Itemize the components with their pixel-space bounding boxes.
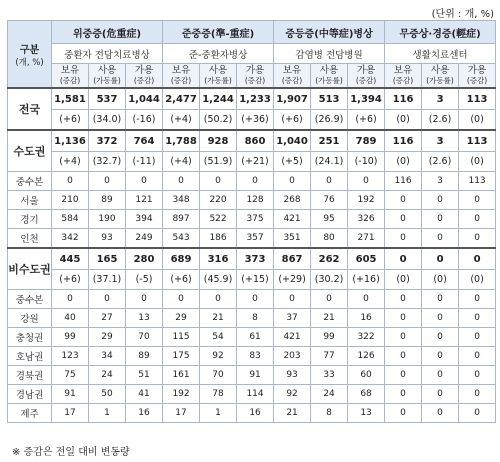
value-cell: 16 <box>126 404 163 423</box>
value-cell: 91 <box>52 385 89 404</box>
summary-row <box>8 248 496 270</box>
value-cell: 0 <box>422 191 459 210</box>
delta-cell: (+15) <box>237 270 274 290</box>
region-row <box>8 366 496 385</box>
value-cell: 128 <box>237 191 274 210</box>
value-cell: 897 <box>163 210 200 229</box>
table-body <box>8 88 496 423</box>
subcolumn-main: 사용 <box>208 64 228 76</box>
value-cell: 1 <box>200 404 237 423</box>
value-cell: 0 <box>385 328 422 347</box>
delta-cell: (+16) <box>348 270 385 290</box>
delta-cell: (+6) <box>348 110 385 131</box>
subcolumn-main: 보유 <box>282 64 302 76</box>
subcolumn-main: 사용 <box>97 64 117 76</box>
value-cell: 113 <box>459 88 496 110</box>
value-cell: 121 <box>126 191 163 210</box>
value-cell: 0 <box>163 172 200 191</box>
value-cell: 70 <box>200 366 237 385</box>
value-cell: 83 <box>237 347 274 366</box>
value-cell: 0 <box>274 172 311 191</box>
value-cell: 0 <box>422 404 459 423</box>
value-cell: 95 <box>311 210 348 229</box>
value-cell: 251 <box>311 130 348 152</box>
delta-cell: (+29) <box>274 270 311 290</box>
value-cell: 113 <box>459 130 496 152</box>
value-cell: 271 <box>348 229 385 249</box>
subcolumn-header <box>52 64 89 89</box>
value-cell: 0 <box>422 229 459 249</box>
delta-cell: (34.0) <box>89 110 126 131</box>
subcolumn-sub: (가동률) <box>315 75 343 85</box>
value-cell: 584 <box>52 210 89 229</box>
subcolumn-header <box>237 64 274 89</box>
value-cell: 928 <box>200 130 237 152</box>
subcolumn-header <box>459 64 496 89</box>
delta-cell: (+6) <box>163 270 200 290</box>
value-cell: 41 <box>126 385 163 404</box>
value-cell: 0 <box>422 290 459 309</box>
value-cell: 192 <box>163 385 200 404</box>
delta-cell: (45.9) <box>200 270 237 290</box>
value-cell: 92 <box>274 385 311 404</box>
value-cell: 0 <box>459 309 496 328</box>
row-label: 호남권 <box>8 347 52 366</box>
value-cell: 0 <box>52 172 89 191</box>
delta-cell: (+6) <box>274 110 311 131</box>
value-cell: 689 <box>163 248 200 270</box>
value-cell: 165 <box>89 248 126 270</box>
delta-cell: (+4) <box>52 152 89 172</box>
subcolumn-sub: (가동률) <box>93 75 121 85</box>
value-cell: 126 <box>348 347 385 366</box>
value-cell: 116 <box>385 172 422 191</box>
value-cell: 0 <box>422 385 459 404</box>
subcolumn-main: 가용 <box>356 64 376 76</box>
delta-cell: (0) <box>459 270 496 290</box>
value-cell: 262 <box>311 248 348 270</box>
delta-cell: (0) <box>459 152 496 172</box>
region-row <box>8 385 496 404</box>
group-header: 위중증(危重症) <box>52 21 163 44</box>
value-cell: 34 <box>89 347 126 366</box>
value-cell: 0 <box>237 290 274 309</box>
row-label: 전국 <box>8 88 52 130</box>
region-row <box>8 172 496 191</box>
value-cell: 0 <box>311 290 348 309</box>
value-cell: 0 <box>422 309 459 328</box>
value-cell: 37 <box>274 309 311 328</box>
value-cell: 50 <box>89 385 126 404</box>
value-cell: 268 <box>274 191 311 210</box>
region-row <box>8 328 496 347</box>
value-cell: 0 <box>422 366 459 385</box>
subcolumn-main: 가용 <box>134 64 154 76</box>
value-cell: 33 <box>311 366 348 385</box>
value-cell: 77 <box>311 347 348 366</box>
value-cell: 21 <box>274 404 311 423</box>
value-cell: 0 <box>348 172 385 191</box>
subcolumn-sub: (증감) <box>244 75 266 85</box>
value-cell: 445 <box>52 248 89 270</box>
unit-note: (단위 : 개, %) <box>431 9 494 20</box>
value-cell: 0 <box>385 248 422 270</box>
delta-cell: (30.2) <box>311 270 348 290</box>
delta-row <box>8 270 496 290</box>
value-cell: 0 <box>237 172 274 191</box>
delta-cell: (+6) <box>52 110 89 131</box>
value-cell: 316 <box>200 248 237 270</box>
region-row <box>8 210 496 229</box>
value-cell: 161 <box>163 366 200 385</box>
value-cell: 54 <box>200 328 237 347</box>
row-label: 경기 <box>8 210 52 229</box>
group-header: 중등증(中等症)병상 <box>274 21 385 44</box>
value-cell: 99 <box>311 328 348 347</box>
value-cell: 29 <box>163 309 200 328</box>
subcolumn-sub: (가동률) <box>204 75 232 85</box>
value-cell: 186 <box>200 229 237 249</box>
delta-cell: (+6) <box>52 270 89 290</box>
value-cell: 0 <box>385 404 422 423</box>
footnote: ※ 증감은 전일 대비 변동량 <box>12 447 130 458</box>
subcolumn-main: 가용 <box>467 64 487 76</box>
value-cell: 123 <box>52 347 89 366</box>
delta-cell: (-11) <box>126 152 163 172</box>
value-cell: 789 <box>348 130 385 152</box>
value-cell: 280 <box>126 248 163 270</box>
value-cell: 0 <box>200 172 237 191</box>
value-cell: 0 <box>459 328 496 347</box>
facility-header: 중환자 전담치료병상 <box>52 44 163 64</box>
value-cell: 543 <box>163 229 200 249</box>
value-cell: 16 <box>348 309 385 328</box>
value-cell: 0 <box>422 328 459 347</box>
value-cell: 17 <box>163 404 200 423</box>
value-cell: 373 <box>237 248 274 270</box>
subcolumn-sub: (증감) <box>355 75 377 85</box>
group-header: 준중증(準-重症) <box>163 21 274 44</box>
row-label: 제주 <box>8 404 52 423</box>
value-cell: 0 <box>422 210 459 229</box>
value-cell: 61 <box>237 328 274 347</box>
value-cell: 27 <box>89 309 126 328</box>
value-cell: 372 <box>89 130 126 152</box>
value-cell: 348 <box>163 191 200 210</box>
row-label: 비수도권 <box>8 248 52 290</box>
subcolumn-sub: (증감) <box>133 75 155 85</box>
subcolumn-header <box>385 64 422 89</box>
value-cell: 99 <box>52 328 89 347</box>
row-label: 중수본 <box>8 290 52 309</box>
subcolumn-sub: (증감) <box>392 75 414 85</box>
row-label: 인천 <box>8 229 52 249</box>
value-cell: 322 <box>348 328 385 347</box>
value-cell: 0 <box>459 191 496 210</box>
delta-cell: (2.6) <box>422 110 459 131</box>
subcolumn-sub: (증감) <box>281 75 303 85</box>
region-row <box>8 404 496 423</box>
subcolumn-header <box>311 64 348 89</box>
value-cell: 0 <box>459 290 496 309</box>
value-cell: 0 <box>385 210 422 229</box>
value-cell: 115 <box>163 328 200 347</box>
value-cell: 203 <box>274 347 311 366</box>
summary-row <box>8 130 496 152</box>
value-cell: 0 <box>459 385 496 404</box>
value-cell: 0 <box>385 366 422 385</box>
facility-header: 준-중환자병상 <box>163 44 274 64</box>
value-cell: 116 <box>385 130 422 152</box>
delta-cell: (+5) <box>274 152 311 172</box>
value-cell: 60 <box>348 366 385 385</box>
value-cell: 0 <box>200 290 237 309</box>
subcolumn-header <box>126 64 163 89</box>
group-header: 무증상·경증(輕症) <box>385 21 496 44</box>
value-cell: 78 <box>200 385 237 404</box>
subcolumn-header <box>163 64 200 89</box>
value-cell: 75 <box>52 366 89 385</box>
value-cell: 0 <box>459 229 496 249</box>
row-label: 서울 <box>8 191 52 210</box>
delta-cell: (+4) <box>163 152 200 172</box>
value-cell: 0 <box>385 290 422 309</box>
value-cell: 76 <box>311 191 348 210</box>
value-cell: 3 <box>422 88 459 110</box>
value-cell: 249 <box>126 229 163 249</box>
value-cell: 3 <box>422 130 459 152</box>
subcolumn-header-row <box>8 64 496 89</box>
facility-header: 감염병 전담병원 <box>274 44 385 64</box>
subcolumn-sub: (증감) <box>59 75 81 85</box>
value-cell: 1,233 <box>237 88 274 110</box>
value-cell: 2,477 <box>163 88 200 110</box>
delta-cell: (51.9) <box>200 152 237 172</box>
subcolumn-header <box>348 64 385 89</box>
value-cell: 1,581 <box>52 88 89 110</box>
row-label: 수도권 <box>8 130 52 172</box>
value-cell: 92 <box>200 347 237 366</box>
value-cell: 0 <box>385 191 422 210</box>
value-cell: 29 <box>89 328 126 347</box>
value-cell: 537 <box>89 88 126 110</box>
value-cell: 1,136 <box>52 130 89 152</box>
delta-cell: (0) <box>459 110 496 131</box>
category-unit: (개, %) <box>15 57 44 68</box>
value-cell: 0 <box>459 210 496 229</box>
value-cell: 0 <box>459 366 496 385</box>
value-cell: 1,244 <box>200 88 237 110</box>
value-cell: 192 <box>348 191 385 210</box>
region-row <box>8 309 496 328</box>
subcolumn-header <box>422 64 459 89</box>
value-cell: 68 <box>348 385 385 404</box>
value-cell: 1 <box>89 404 126 423</box>
subcolumn-main: 가용 <box>245 64 265 76</box>
value-cell: 1,044 <box>126 88 163 110</box>
delta-cell: (+21) <box>237 152 274 172</box>
value-cell: 13 <box>126 309 163 328</box>
value-cell: 357 <box>237 229 274 249</box>
value-cell: 1,788 <box>163 130 200 152</box>
subcolumn-main: 보유 <box>171 64 191 76</box>
delta-cell: (2.6) <box>422 152 459 172</box>
value-cell: 605 <box>348 248 385 270</box>
subcolumn-header <box>274 64 311 89</box>
value-cell: 0 <box>422 248 459 270</box>
value-cell: 0 <box>385 347 422 366</box>
value-cell: 1,907 <box>274 88 311 110</box>
category-header <box>8 21 52 89</box>
value-cell: 89 <box>89 191 126 210</box>
region-row <box>8 347 496 366</box>
value-cell: 220 <box>200 191 237 210</box>
value-cell: 190 <box>89 210 126 229</box>
subcolumn-main: 사용 <box>430 64 450 76</box>
value-cell: 0 <box>126 172 163 191</box>
row-label: 강원 <box>8 309 52 328</box>
value-cell: 0 <box>89 172 126 191</box>
value-cell: 0 <box>459 347 496 366</box>
value-cell: 513 <box>311 88 348 110</box>
region-row <box>8 290 496 309</box>
value-cell: 326 <box>348 210 385 229</box>
delta-cell: (50.2) <box>200 110 237 131</box>
value-cell: 40 <box>52 309 89 328</box>
value-cell: 0 <box>348 290 385 309</box>
subcolumn-sub: (증감) <box>170 75 192 85</box>
delta-cell: (+36) <box>237 110 274 131</box>
value-cell: 24 <box>89 366 126 385</box>
value-cell: 764 <box>126 130 163 152</box>
value-cell: 16 <box>237 404 274 423</box>
delta-cell: (-5) <box>126 270 163 290</box>
value-cell: 21 <box>200 309 237 328</box>
value-cell: 375 <box>237 210 274 229</box>
row-label: 중수본 <box>8 172 52 191</box>
region-row <box>8 229 496 249</box>
delta-cell: (+4) <box>163 110 200 131</box>
delta-cell: (0) <box>385 270 422 290</box>
value-cell: 210 <box>52 191 89 210</box>
delta-cell: (32.7) <box>89 152 126 172</box>
delta-cell: (26.9) <box>311 110 348 131</box>
value-cell: 421 <box>274 328 311 347</box>
subcolumn-main: 사용 <box>319 64 339 76</box>
delta-cell: (37.1) <box>89 270 126 290</box>
value-cell: 0 <box>385 309 422 328</box>
delta-cell: (0) <box>385 110 422 131</box>
row-label: 경북권 <box>8 366 52 385</box>
subcolumn-main: 보유 <box>393 64 413 76</box>
row-label: 충청권 <box>8 328 52 347</box>
subcolumn-sub: (가동률) <box>426 75 454 85</box>
subcolumn-sub: (증감) <box>466 75 488 85</box>
value-cell: 0 <box>385 385 422 404</box>
value-cell: 0 <box>459 404 496 423</box>
subcolumn-header <box>200 64 237 89</box>
value-cell: 114 <box>237 385 274 404</box>
value-cell: 351 <box>274 229 311 249</box>
value-cell: 0 <box>89 290 126 309</box>
value-cell: 51 <box>126 366 163 385</box>
value-cell: 1,040 <box>274 130 311 152</box>
row-label: 경남권 <box>8 385 52 404</box>
value-cell: 0 <box>126 290 163 309</box>
value-cell: 0 <box>274 290 311 309</box>
value-cell: 860 <box>237 130 274 152</box>
value-cell: 13 <box>348 404 385 423</box>
value-cell: 0 <box>459 248 496 270</box>
value-cell: 522 <box>200 210 237 229</box>
value-cell: 93 <box>89 229 126 249</box>
delta-row <box>8 110 496 131</box>
delta-cell: (-16) <box>126 110 163 131</box>
value-cell: 113 <box>459 172 496 191</box>
summary-row <box>8 88 496 110</box>
value-cell: 24 <box>311 385 348 404</box>
value-cell: 21 <box>311 309 348 328</box>
value-cell: 0 <box>385 229 422 249</box>
value-cell: 342 <box>52 229 89 249</box>
group-header-row <box>8 21 496 44</box>
value-cell: 394 <box>126 210 163 229</box>
value-cell: 867 <box>274 248 311 270</box>
delta-cell: (0) <box>422 270 459 290</box>
facility-header: 생활치료센터 <box>385 44 496 64</box>
delta-cell: (24.1) <box>311 152 348 172</box>
value-cell: 0 <box>163 290 200 309</box>
delta-cell: (0) <box>385 152 422 172</box>
subcolumn-main: 보유 <box>60 64 80 76</box>
delta-row <box>8 152 496 172</box>
value-cell: 80 <box>311 229 348 249</box>
value-cell: 1,394 <box>348 88 385 110</box>
category-label: 구분 <box>19 44 40 56</box>
value-cell: 421 <box>274 210 311 229</box>
value-cell: 17 <box>52 404 89 423</box>
hospital-bed-table <box>7 20 496 423</box>
delta-cell: (-10) <box>348 152 385 172</box>
value-cell: 3 <box>422 172 459 191</box>
value-cell: 89 <box>126 347 163 366</box>
value-cell: 0 <box>422 347 459 366</box>
value-cell: 175 <box>163 347 200 366</box>
value-cell: 116 <box>385 88 422 110</box>
value-cell: 0 <box>311 172 348 191</box>
value-cell: 93 <box>274 366 311 385</box>
subcolumn-header <box>89 64 126 89</box>
value-cell: 91 <box>237 366 274 385</box>
value-cell: 70 <box>126 328 163 347</box>
value-cell: 8 <box>237 309 274 328</box>
region-row <box>8 191 496 210</box>
value-cell: 8 <box>311 404 348 423</box>
facility-header-row <box>8 44 496 64</box>
value-cell: 0 <box>52 290 89 309</box>
